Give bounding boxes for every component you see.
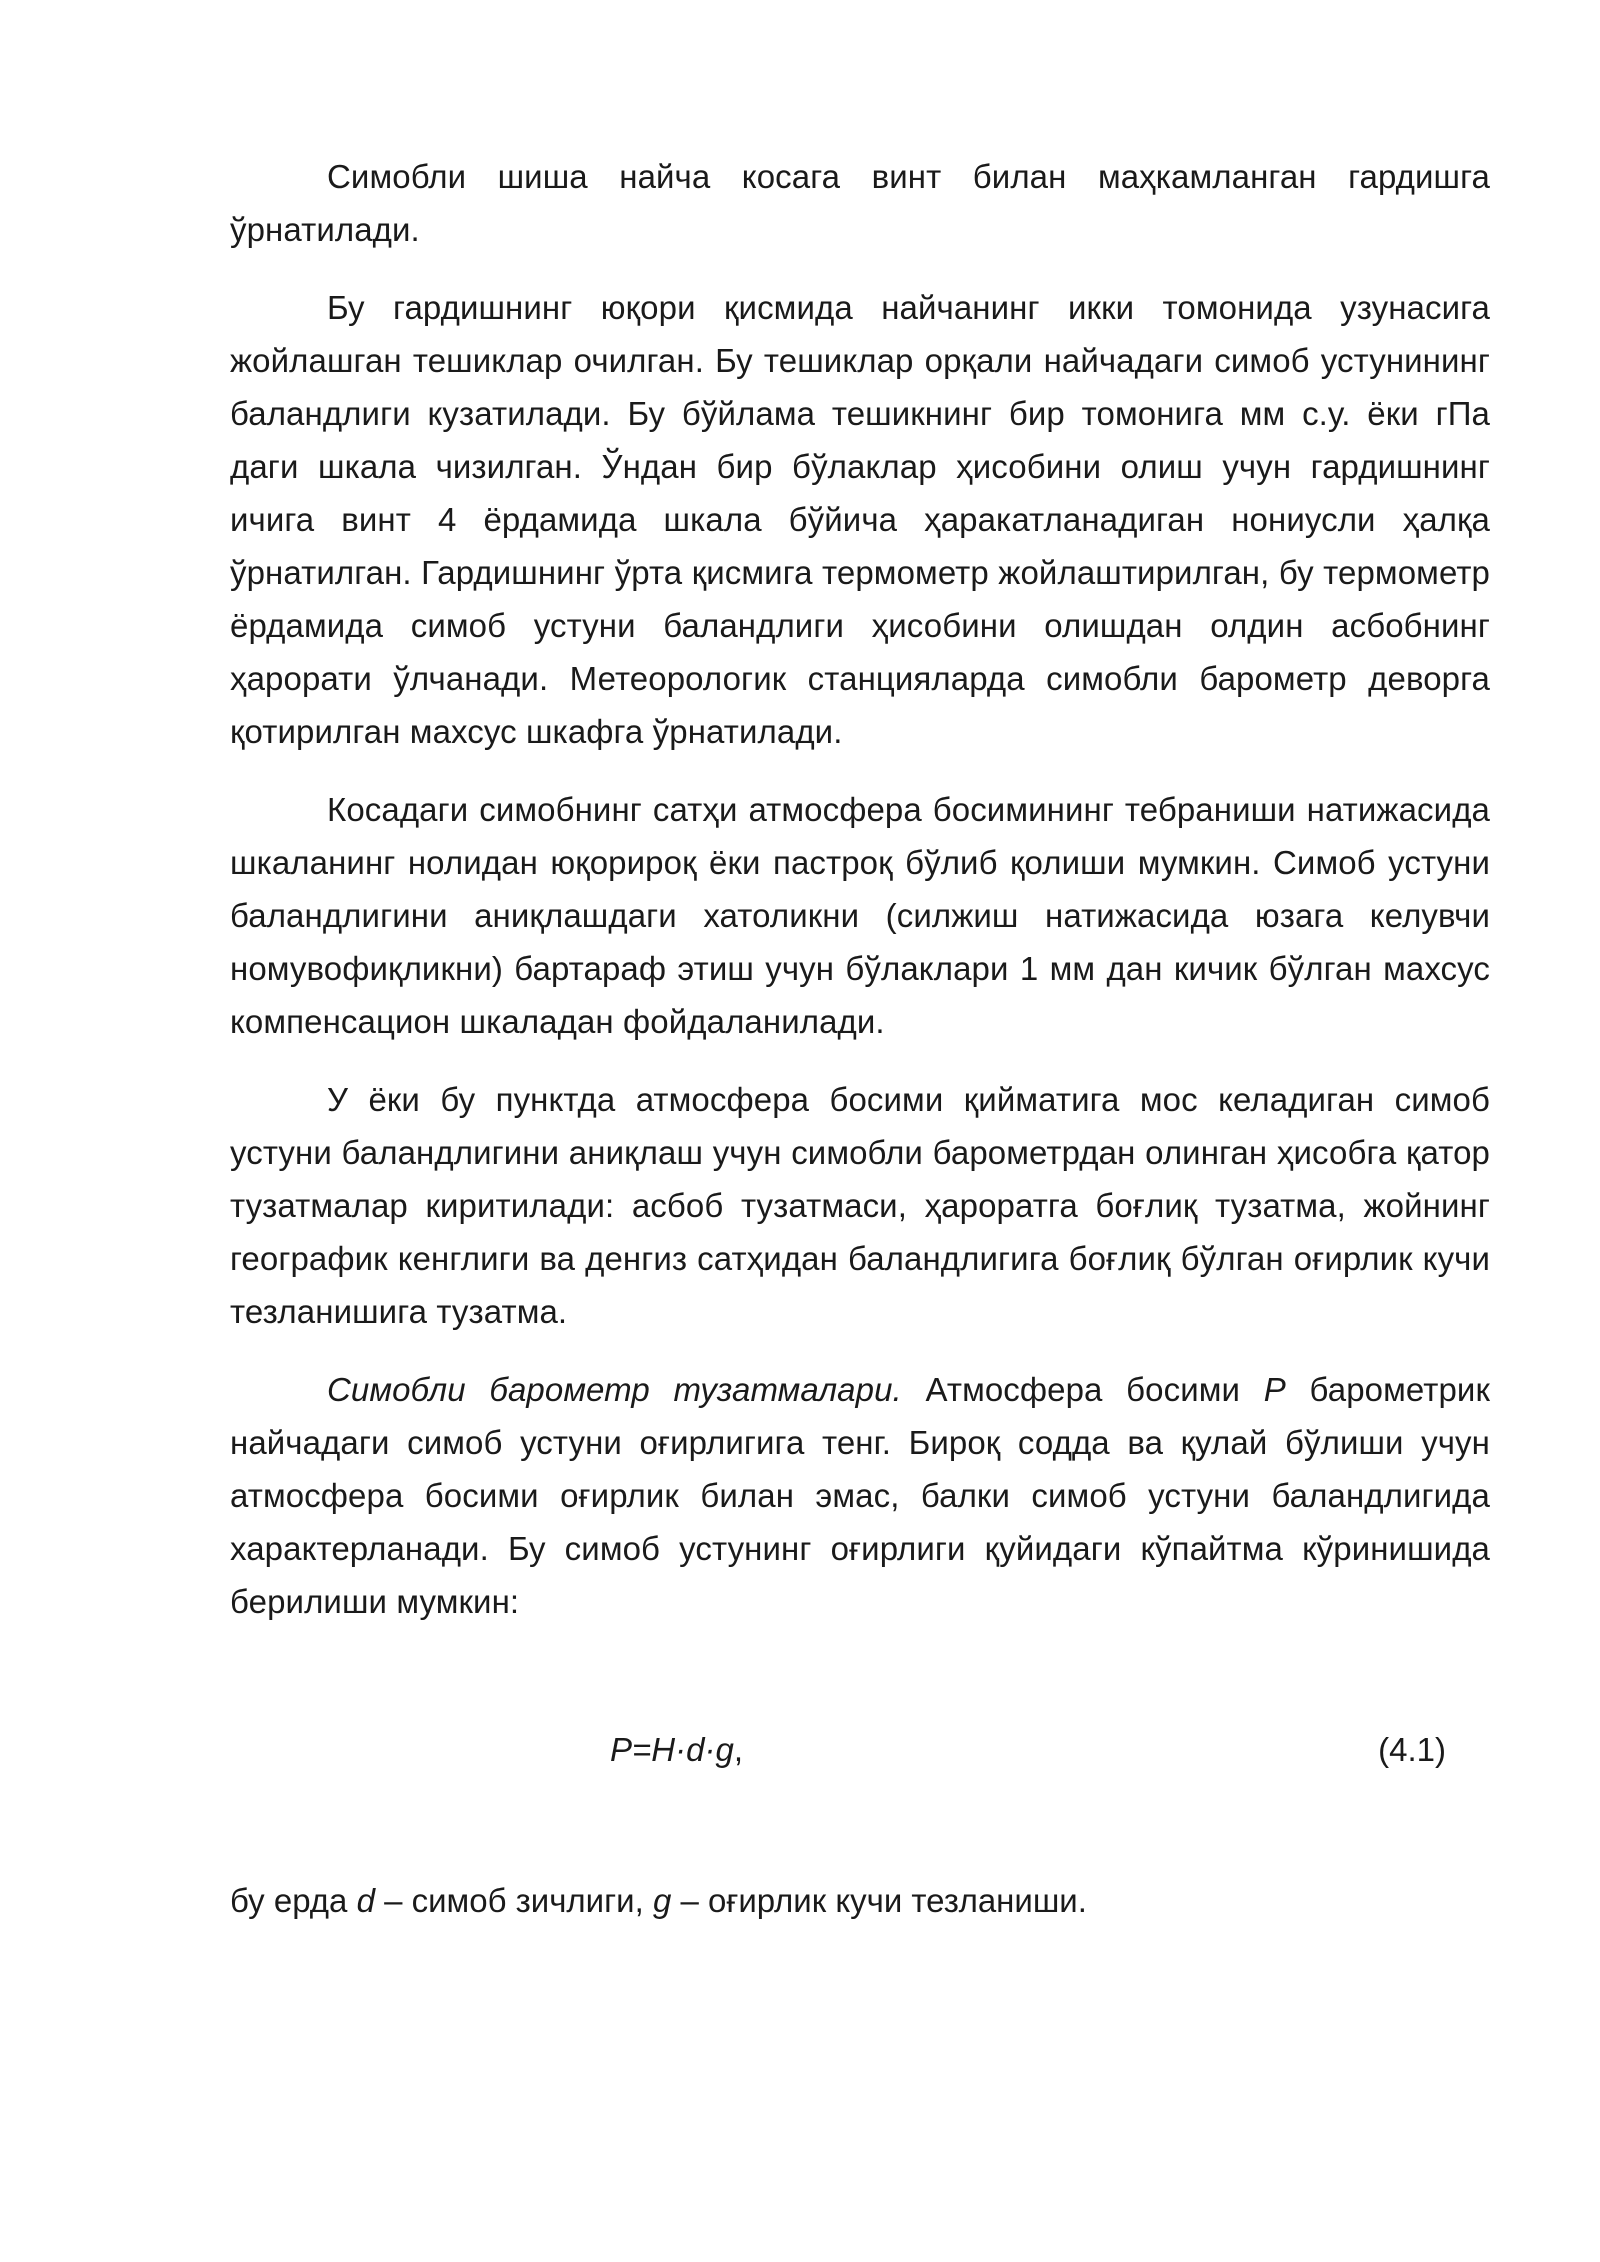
paragraph-5-text-a: Атмосфера босими [901,1371,1264,1408]
document-page [230,150,1490,1927]
final-text-3: – оғирлик кучи тезланиши. [671,1882,1087,1919]
formula [610,1723,743,1776]
variable-g: g [652,1882,672,1919]
variable-d: d [356,1882,375,1919]
equation-number: (4.1) [1378,1731,1446,1768]
formula-comma: , [733,1731,743,1768]
paragraph-5-text-b: барометрик найчадаги симоб устуни оғирлигига тенг. Бироқ содда ва қулай бўлиши учун атмосфера босими оғирлик билан эмас, балки симоб устуни баландлигида характерланади. Бу симоб устунинг оғирлиги қуйидаги кўпайтма кўринишида берилиши мумкин: [230,1371,1490,1620]
final-text-1: бу ерда [230,1882,357,1919]
paragraph-1: Симобли шиша найча косага винт билан маҳкамланган гардишга ўрнатилади. [230,158,1490,248]
paragraph-2: Бу гардишнинг юқори қисмида найчанинг икки томонида узунасига жойлашган тешиклар очилган. Бу тешиклар орқали найчадаги симоб устунининг баландлиги кузатилади. Бу бўйлама тешикнинг бир томонига мм с.у. ёки гПа даги шкала чизилган. Ўндан бир бўлаклар ҳисобини олиш учун гардишнинг ичига винт 4 ёрдамида шкала бўйича ҳаракатланадиган нониусли ҳалқа ўрнатилган. Гардишнинг ўрта қисмига термометр жойлаштирилган, бу термометр ёрдамида симоб устуни баландлиги ҳисобини олишдан олдин асбобнинг ҳарорати ўлчанади. Метеорологик станцияларда симобли барометр деворга қотирилган махсус шкафга ўрнатилади. [230,289,1490,750]
paragraph-4: У ёки бу пунктда атмосфера босими қийматига мос келадиган симоб устуни баландлигини аниқлаш учун симобли барометрдан олинган ҳисобга қатор тузатмалар киритилади: асбоб тузатмаси, ҳароратга боғлиқ тузатма, жойнинг географик кенглиги ва денгиз сатҳидан баландлигига боғлиқ бўлган оғирлик кучи тезланишига тузатма. [230,1081,1490,1330]
formula-expression: P=H·d·g [610,1731,734,1768]
paragraph-5 [230,1363,1490,1628]
section-heading-italic: Симобли барометр тузатмалари. [327,1371,902,1408]
paragraph-3: Косадаги симобнинг сатҳи атмосфера босимининг тебраниши натижасида шкаланинг нолидан юқорироқ ёки пастроқ бўлиб қолиши мумкин. Симоб устуни баландлигини аниқлашдаги хатоликни (силжиш натижасида юзага келувчи номувофиқликни) бартараф этиш учун бўлаклари 1 мм дан кичик бўлган махсус компенсацион шкаладан фойдаланилади. [230,791,1490,1040]
variable-p: P [1263,1371,1286,1408]
final-line [230,1874,1490,1927]
final-text-2: – симоб зичлиги, [374,1882,653,1919]
formula-row [230,1723,1490,1776]
